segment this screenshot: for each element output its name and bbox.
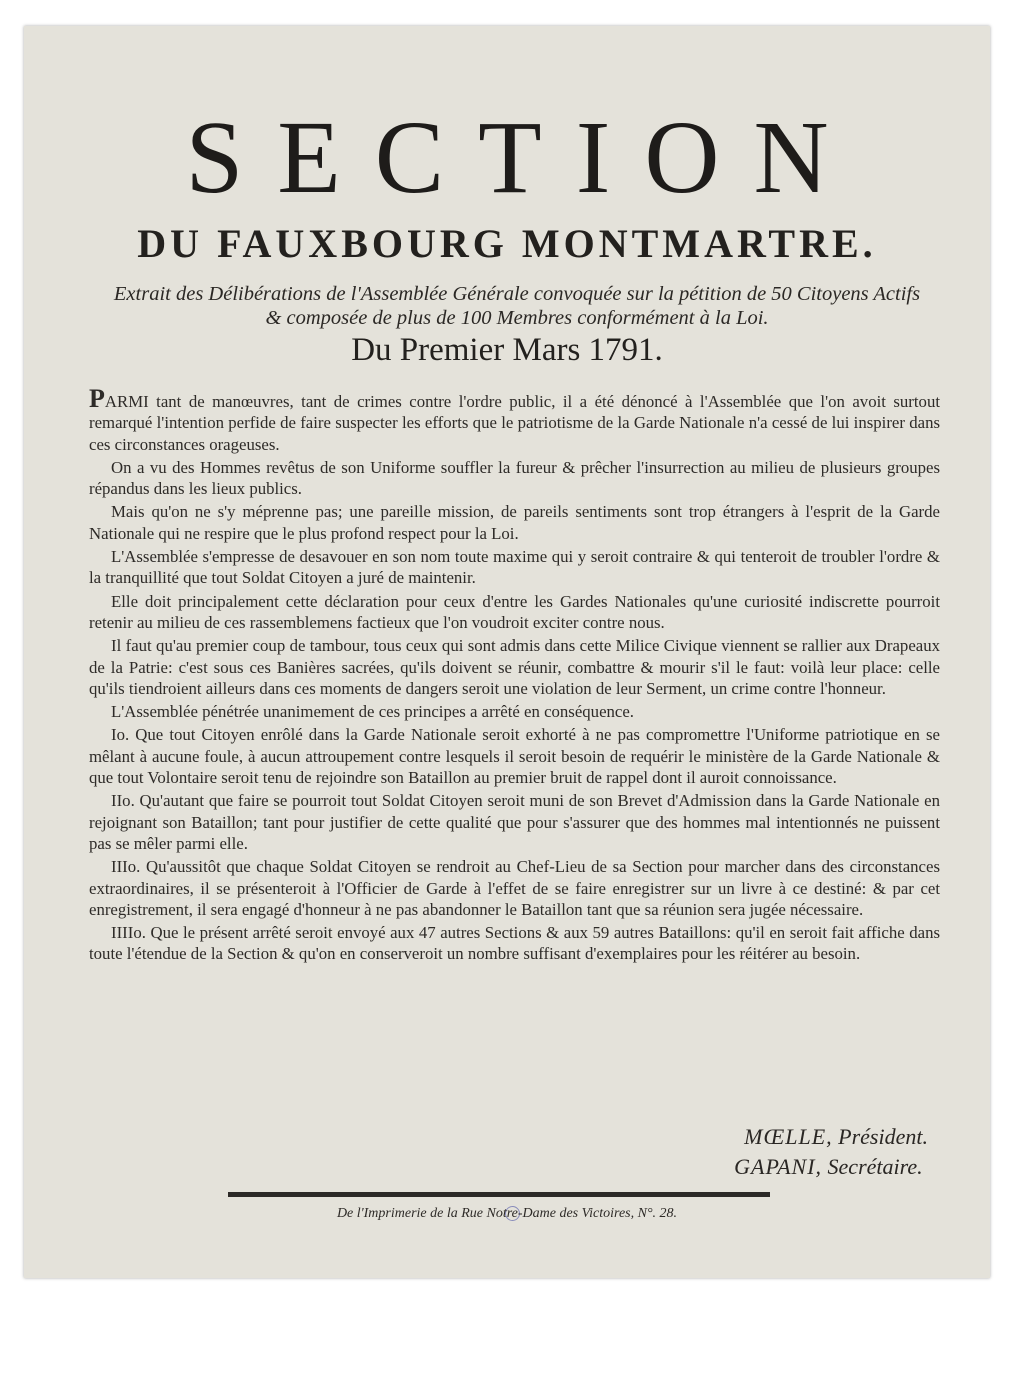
page-subtitle: DU FAUXBOURG MONTMARTRE. [137,221,877,266]
date-heading: Du Premier Mars 1791. [351,332,663,368]
paragraph-5: Elle doit principalement cette déclaration pour ceux d'entre les Gardes Nationales qu'une curiosité indiscrette pourroit retenir au milieu de ces rassemblemens factieux que l'on voudroit exciter contre nous. [89,591,940,632]
article-2: IIo. Qu'autant que faire se pourroit tout Soldat Citoyen seroit muni de son Brevet d'Admission dans la Garde Nationale en rejoignant son Bataillon; tant pour justifier de cette qualité que pour s'assurer que des hommes mal intentionnés ne puissent pas se mêler parmi elle. [89,791,940,853]
signature-name: GAPANI, [734,1154,823,1179]
signature-name: MŒLLE, [744,1124,833,1149]
page-title: SECTION [185,100,863,215]
paragraph-4: L'Assemblée s'empresse de desavouer en son nom toute maxime qui y seroit contraire & qui tenteroit de troubler l'ordre & la tranquillité que tout Soldat Citoyen a juré de maintenir. [89,547,940,588]
body-text [89,386,940,967]
horizontal-rule [228,1192,770,1197]
signature-block [734,1122,928,1182]
extract-line-2: & composée de plus de 100 Membres conformément à la Loi. [265,307,769,329]
signature-secretary [734,1152,928,1182]
paragraph-1: PARMI tant de manœuvres, tant de crimes contre l'ordre public, il a été dénoncé à l'Assemblée que l'on avoit surtout remarqué l'intention perfide de faire suspecter les efforts que le patriotisme de la Garde Nationale n'a cessé de lui inspirer dans ces circonstances orageuses. [89,384,940,454]
article-4: IIIIo. Que le présent arrêté seroit envoyé aux 47 autres Sections & aux 59 autres Bataillons: qu'il en seroit fait affiche dans toute l'étendue de la Section & qu'on en conserveroit un nombre suffisant d'exemplaires pour les réitérer au besoin. [89,923,940,964]
printer-imprint: De l'Imprimerie de la Rue Notre-Dame des Victoires, N°. 28. [336,1206,678,1221]
signature-role: Secrétaire. [827,1154,923,1179]
poster-sheet [24,26,990,1278]
article-1: Io. Que tout Citoyen enrôlé dans la Garde Nationale seroit exhorté à ne pas compromettre l'Uniforme patriotique en se mêlant à aucune foule, à aucun attroupement contre lesquels il seroit besoin de requérir le ministère de la Garde Nationale & que tout Volontaire seroit tenu de rejoindre son Bataillon au premier bruit de rappel dont il auroit connoissance. [89,725,940,788]
paragraph-3: Mais qu'on ne s'y méprenne pas; une pareille mission, de pareils sentiments sont trop étrangers à l'esprit de la Garde Nationale qui ne respire que le plus profond respect pour la Loi. [89,502,940,543]
drop-cap: P [89,384,105,413]
signature-role: Président. [838,1124,928,1149]
article-3: IIIo. Qu'aussitôt que chaque Soldat Citoyen se rendroit au Chef-Lieu de sa Section pour marcher dans des circonstances extraordinaires, il se présenteroit à l'Officier de Garde à l'effet de se faire enregistrer sur un livre à ce destiné: & par cet enregistrement, il sera engagé d'honneur à ne pas abandonner le Bataillon tant que sa réunion sera jugée nécessaire. [89,857,940,919]
paragraph-6: Il faut qu'au premier coup de tambour, tous ceux qui sont admis dans cette Milice Civique viennent se rallier aux Drapeaux de la Patrie: c'est sous ces Banières sacrées, qu'ils doivent se réunir, combattre & mourir s'il le faut: voilà leur place: celle qu'ils tiendroient ailleurs dans ces moments de dangers seroit une violation de leur Serment, un crime contre l'honneur. [89,636,940,698]
paragraph-2: On a vu des Hommes revêtus de son Uniforme souffler la fureur & prêcher l'insurrection au milieu de plusieurs groupes répandus dans les lieux publics. [89,457,940,499]
paragraph-7: L'Assemblée pénétrée unanimement de ces principes a arrêté en conséquence. [111,702,634,722]
extract-line-1: Extrait des Délibérations de l'Assemblée Générale convoquée sur la pétition de 50 Citoyens Actifs [113,283,921,305]
extract-heading [84,282,950,330]
signature-president [734,1122,928,1152]
